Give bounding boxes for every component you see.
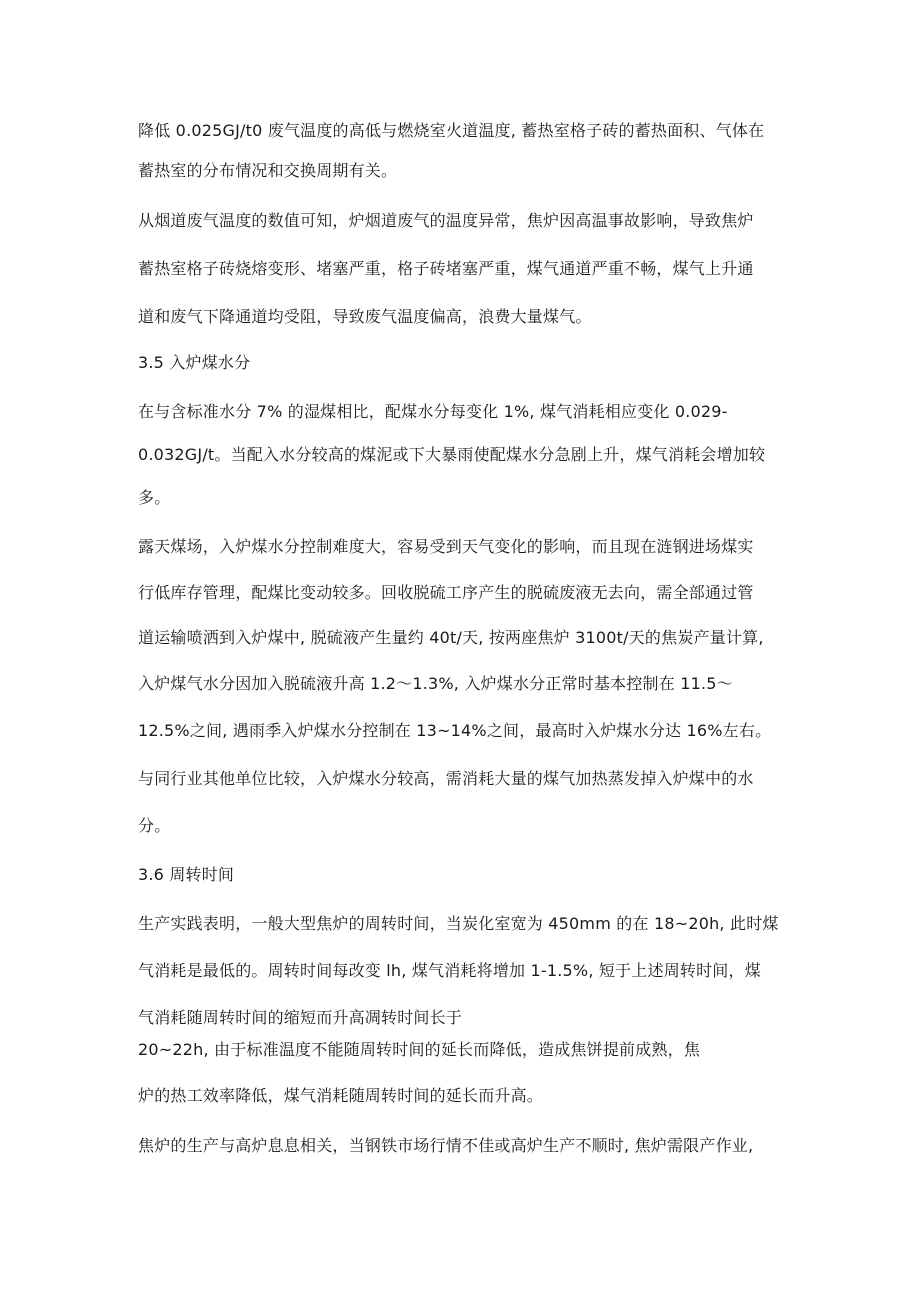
text-line: 蓄热室的分布情况和交换周期有关。 [138, 161, 398, 180]
text-line: 分。 [138, 816, 171, 835]
text-line: 行低库存管理，配煤比变动较多。回收脱硫工序产生的脱硫废液无去向，需全部通过管 [138, 583, 754, 602]
text-line: 入炉煤气水分因加入脱硫液升高 1.2～1.3%, 入炉煤水分正常时基本控制在 11.5～ [138, 674, 733, 693]
text-line: 炉的热工效率降低，煤气消耗随周转时间的延长而升高。 [138, 1086, 544, 1105]
text-line: 20~22h, 由于标准温度不能随周转时间的延长而降低，造成焦饼提前成熟，焦 [138, 1040, 701, 1059]
text-line: 露天煤场，入炉煤水分控制难度大，容易受到天气变化的影响，而且现在涟钢进场煤实 [138, 537, 754, 556]
text-line: 道和废气下降通道均受阻，导致废气温度偏高，浪费大量煤气。 [138, 307, 592, 326]
text-line: 12.5%之间, 遇雨季入炉煤水分控制在 13~14%之间，最高时入炉煤水分达 16%左右。 [138, 721, 772, 740]
text-line: 焦炉的生产与高炉息息相关，当钢铁市场行情不佳或高炉生产不顺时, 焦炉需限产作业, [138, 1136, 754, 1155]
text-line: 气消耗是最低的。周转时间每改变 lh, 煤气消耗将增加 1-1.5%, 短于上述周转时间，煤 [138, 961, 761, 980]
text-line: 与同行业其他单位比较，入炉煤水分较高，需消耗大量的煤气加热蒸发掉入炉煤中的水 [138, 769, 754, 788]
section-heading: 3.5 入炉煤水分 [138, 353, 251, 372]
text-line: 生产实践表明，一般大型焦炉的周转时间，当炭化室宽为 450mm 的在 18~20h, 此时煤 [138, 914, 779, 933]
text-line: 气消耗随周转时间的缩短而升高凋转时间长于 [138, 1008, 463, 1027]
text-line: 道运输喷洒到入炉煤中, 脱硫液产生量约 40t/天, 按两座焦炉 3100t/天的焦炭产量计算, [138, 628, 764, 647]
text-line: 多。 [138, 488, 171, 507]
section-heading: 3.6 周转时间 [138, 865, 235, 884]
text-line: 蓄热室格子砖烧熔变形、堵塞严重，格子砖堵塞严重，煤气通道严重不畅，煤气上升通 [138, 259, 754, 278]
text-line: 在与含标准水分 7% 的湿煤相比，配煤水分每变化 1%, 煤气消耗相应变化 0.029- [138, 402, 728, 421]
text-line: 从烟道废气温度的数值可知，炉烟道废气的温度异常，焦炉因高温事故影响，导致焦炉 [138, 211, 754, 230]
text-line: 降低 0.025GJ/t0 废气温度的高低与燃烧室火道温度, 蓄热室格子砖的蓄热面积、气体在 [138, 121, 765, 140]
text-line: 0.032GJ/t。当配入水分较高的煤泥或下大暴雨使配煤水分急剧上升，煤气消耗会增加较 [138, 445, 766, 464]
